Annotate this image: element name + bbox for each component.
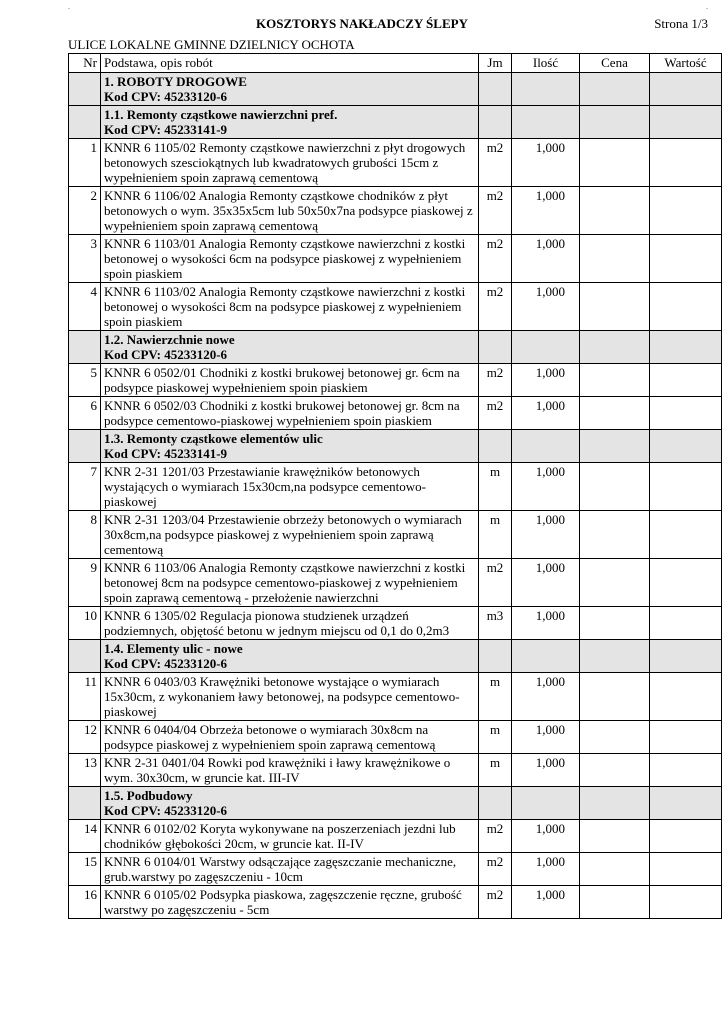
item-value [650,235,722,283]
item-value [650,673,722,721]
section-empty-cell [580,73,650,106]
item-quantity: 1,000 [512,754,580,787]
item-quantity: 1,000 [512,283,580,331]
table-row [69,853,722,886]
col-header-price: Cena [580,54,650,73]
table-row [69,754,722,787]
section-empty-cell [580,787,650,820]
table-row [69,139,722,187]
item-value [650,559,722,607]
item-description: KNNR 6 0105/02 Podsypka piaskowa, zagęszczenie ręczne, grubość warstwy po zagęszczeniu - 5cm [101,886,479,919]
table-row [69,511,722,559]
item-nr: 5 [69,364,101,397]
table-row [69,721,722,754]
item-nr: 6 [69,397,101,430]
item-description: KNNR 6 0502/03 Chodniki z kostki brukowej betonowej gr. 8cm na podsypce cementowo-piaskowej wypełnieniem spoin piaskiem [101,397,479,430]
item-quantity: 1,000 [512,886,580,919]
item-description: KNR 2-31 1203/04 Przestawienie obrzeży betonowych o wymiarach 30x8cm,na podsypce piaskowej z wypełnieniem spoin zaprawą cementową [101,511,479,559]
section-empty-cell [512,73,580,106]
section-nr-cell [69,73,101,106]
item-description: KNNR 6 0404/04 Obrzeża betonowe o wymiarach 30x8cm na podsypce piaskowej z wypełnieniem spoin zaprawą cementową [101,721,479,754]
item-nr: 3 [69,235,101,283]
item-quantity: 1,000 [512,673,580,721]
col-header-description: Podstawa, opis robót [101,54,479,73]
section-row [69,73,722,106]
item-price [580,607,650,640]
section-empty-cell [512,787,580,820]
item-value [650,139,722,187]
section-heading [101,430,479,463]
item-price [580,754,650,787]
section-code: Kod CPV: 45233141-9 [104,122,228,137]
item-quantity: 1,000 [512,721,580,754]
section-title: 1.4. Elementy ulic - nowe [104,641,243,656]
section-heading [101,106,479,139]
item-value [650,607,722,640]
col-header-value: Wartość [650,54,722,73]
table-row [69,820,722,853]
table-row [69,397,722,430]
item-description: KNNR 6 1103/02 Analogia Remonty cząstkowe nawierzchni z kostki betonowej o wysokości 8cm na podsypce piaskowej z wypełnieniem spoin piaskiem [101,283,479,331]
item-price [580,364,650,397]
section-empty-cell [512,640,580,673]
section-empty-cell [580,331,650,364]
table-row [69,187,722,235]
item-unit: m [479,463,512,511]
item-nr: 4 [69,283,101,331]
section-empty-cell [512,106,580,139]
table-row [69,364,722,397]
table-row [69,607,722,640]
section-nr-cell [69,331,101,364]
item-quantity: 1,000 [512,139,580,187]
section-empty-cell [479,430,512,463]
table-header-row [69,54,722,73]
item-description: KNNR 6 1103/06 Analogia Remonty cząstkowe nawierzchni z kostki betonowej 8cm na podsypce cementowo-piaskowej z wypełnieniem spoin zaprawą cementową - przełożenie nawierzchni [101,559,479,607]
document-subtitle: ULICE LOKALNE GMINNE DZIELNICY OCHOTA [68,37,355,52]
item-nr: 8 [69,511,101,559]
section-empty-cell [650,787,722,820]
item-value [650,754,722,787]
section-heading [101,787,479,820]
item-nr: 13 [69,754,101,787]
section-code: Kod CPV: 45233120-6 [104,656,228,671]
section-empty-cell [580,106,650,139]
section-empty-cell [479,787,512,820]
item-price [580,397,650,430]
item-value [650,397,722,430]
item-unit: m2 [479,886,512,919]
item-unit: m [479,673,512,721]
item-nr: 15 [69,853,101,886]
section-code: Kod CPV: 45233141-9 [104,446,228,461]
item-unit: m2 [479,820,512,853]
item-description: KNNR 6 1105/02 Remonty cząstkowe nawierzchni z płyt drogowych betonowych szesciokątnych lub kwadratowych grubości 15cm z wypełnieniem spoin zaprawą cementową [101,139,479,187]
item-nr: 14 [69,820,101,853]
section-title: 1.2. Nawierzchnie nowe [104,332,235,347]
section-nr-cell [69,430,101,463]
item-unit: m [479,754,512,787]
item-value [650,364,722,397]
item-nr: 1 [69,139,101,187]
item-description: KNR 2-31 0401/04 Rowki pod krawężniki i ławy krawężnikowe o wym. 30x30cm, w gruncie kat. III-IV [101,754,479,787]
item-description: KNNR 6 0104/01 Warstwy odsączające zagęszczanie mechaniczne, grub.warstwy po zagęszczeniu - 10cm [101,853,479,886]
page-number: Strona 1/3 [654,16,708,31]
section-empty-cell [512,331,580,364]
item-unit: m2 [479,364,512,397]
document-title: KOSZTORYS NAKŁADCZY ŚLEPY [256,16,468,31]
item-description: KNNR 6 0502/01 Chodniki z kostki brukowej betonowej gr. 6cm na podsypce piaskowej wypełnieniem spoin piaskiem [101,364,479,397]
col-header-unit: Jm [479,54,512,73]
section-title: 1.5. Podbudowy [104,788,193,803]
section-code: Kod CPV: 45233120-6 [104,347,228,362]
item-value [650,820,722,853]
item-price [580,235,650,283]
item-unit: m2 [479,559,512,607]
section-code: Kod CPV: 45233120-6 [104,803,228,818]
item-unit: m2 [479,235,512,283]
item-description: KNNR 6 1305/02 Regulacja pionowa studzienek urządzeń podziemnych, objętość betonu w jednym miejscu od 0,1 do 0,2m3 [101,607,479,640]
item-value [650,463,722,511]
item-description: KNNR 6 0403/03 Krawężniki betonowe wystające o wymiarach 15x30cm, z wykonaniem ławy betonowej, na podsypce cementowo-piaskowej [101,673,479,721]
section-code: Kod CPV: 45233120-6 [104,89,228,104]
section-empty-cell [479,73,512,106]
item-value [650,187,722,235]
item-price [580,559,650,607]
section-heading [101,640,479,673]
item-unit: m2 [479,139,512,187]
section-empty-cell [479,331,512,364]
item-nr: 7 [69,463,101,511]
item-unit: m2 [479,187,512,235]
item-unit: m [479,721,512,754]
item-unit: m [479,511,512,559]
item-quantity: 1,000 [512,607,580,640]
table-row [69,235,722,283]
item-quantity: 1,000 [512,820,580,853]
item-unit: m2 [479,853,512,886]
item-quantity: 1,000 [512,187,580,235]
item-quantity: 1,000 [512,463,580,511]
item-quantity: 1,000 [512,559,580,607]
section-row [69,640,722,673]
item-description: KNNR 6 1103/01 Analogia Remonty cząstkowe nawierzchni z kostki betonowej o wysokości 6cm na podsypce piaskowej z wypełnieniem spoin piaskiem [101,235,479,283]
item-nr: 12 [69,721,101,754]
section-empty-cell [650,430,722,463]
item-price [580,139,650,187]
item-quantity: 1,000 [512,511,580,559]
item-price [580,853,650,886]
item-nr: 10 [69,607,101,640]
item-nr: 2 [69,187,101,235]
item-value [650,721,722,754]
section-row [69,430,722,463]
item-nr: 9 [69,559,101,607]
table-row [69,463,722,511]
scan-mark: . [68,2,70,11]
item-description: KNNR 6 1106/02 Analogia Remonty cząstkowe chodników z płyt betonowych o wym. 35x35x5cm lub 50x50x7na podsypce piaskowej z wypełnieniem spoin zaprawą cementową [101,187,479,235]
col-header-quantity: Ilość [512,54,580,73]
section-empty-cell [512,430,580,463]
col-header-nr: Nr [69,54,101,73]
item-price [580,511,650,559]
section-title: 1. ROBOTY DROGOWE [104,74,247,89]
section-heading [101,73,479,106]
item-description: KNR 2-31 1201/03 Przestawianie krawężników betonowych wystających o wymiarach 15x30cm,na podsypce cementowo-piaskowej [101,463,479,511]
section-empty-cell [580,640,650,673]
section-heading [101,331,479,364]
item-description: KNNR 6 0102/02 Koryta wykonywane na poszerzeniach jezdni lub chodników głębokości 20cm, w gruncie kat. II-IV [101,820,479,853]
item-nr: 11 [69,673,101,721]
section-row [69,787,722,820]
section-empty-cell [650,640,722,673]
section-empty-cell [650,331,722,364]
table-row [69,673,722,721]
item-quantity: 1,000 [512,364,580,397]
table-row [69,886,722,919]
table-row [69,559,722,607]
item-price [580,820,650,853]
item-quantity: 1,000 [512,235,580,283]
item-quantity: 1,000 [512,853,580,886]
section-nr-cell [69,640,101,673]
item-quantity: 1,000 [512,397,580,430]
section-empty-cell [580,430,650,463]
item-price [580,283,650,331]
table-row [69,283,722,331]
section-nr-cell [69,106,101,139]
section-title: 1.3. Remonty cząstkowe elementów ulic [104,431,323,446]
item-value [650,886,722,919]
section-row [69,331,722,364]
item-value [650,511,722,559]
cost-estimate-table [68,53,722,919]
item-nr: 16 [69,886,101,919]
item-value [650,283,722,331]
section-row [69,106,722,139]
item-price [580,187,650,235]
section-empty-cell [479,640,512,673]
section-title: 1.1. Remonty cząstkowe nawierzchni pref. [104,107,338,122]
section-empty-cell [650,106,722,139]
section-empty-cell [479,106,512,139]
item-unit: m3 [479,607,512,640]
item-price [580,463,650,511]
item-unit: m2 [479,397,512,430]
section-empty-cell [650,73,722,106]
item-value [650,853,722,886]
item-price [580,886,650,919]
item-price [580,673,650,721]
section-nr-cell [69,787,101,820]
item-unit: m2 [479,283,512,331]
scan-mark: . [706,2,708,11]
item-price [580,721,650,754]
